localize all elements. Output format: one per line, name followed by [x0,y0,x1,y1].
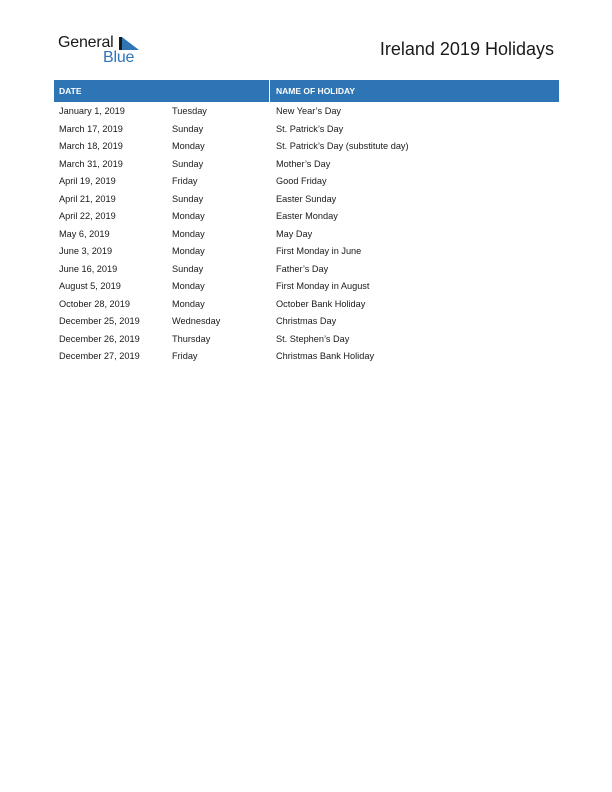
logo-word-general: General [58,34,114,51]
holiday-date: March 31, 2019 [59,158,123,169]
holiday-weekday: Monday [172,211,205,221]
table-row [54,313,559,331]
page-title: Ireland 2019 Holidays [379,39,554,59]
column-header-date: DATE [59,86,82,96]
table-row [54,121,559,139]
holiday-date: December 25, 2019 [59,316,140,326]
holiday-weekday: Sunday [172,123,204,134]
holiday-name: First Monday in June [276,246,362,256]
holiday-name: Easter Monday [276,211,338,221]
holiday-weekday: Tuesday [172,106,207,116]
holiday-weekday: Wednesday [172,316,221,326]
table-row [54,138,559,156]
holiday-date: December 26, 2019 [59,333,140,344]
holiday-name: First Monday in August [276,281,370,291]
column-header-name: NAME OF HOLIDAY [276,86,356,96]
holiday-name: Mother’s Day [276,158,331,169]
table-row [54,331,559,349]
table-row [54,208,559,226]
holiday-date: June 3, 2019 [59,246,113,256]
table-row [54,348,559,366]
holiday-name: St. Patrick’s Day [276,123,344,134]
holiday-date: June 16, 2019 [59,263,118,274]
holiday-date: August 5, 2019 [59,281,121,291]
holiday-name: Good Friday [276,176,327,186]
holiday-date: March 18, 2019 [59,141,123,151]
table-row [54,173,559,191]
holiday-weekday: Friday [172,176,198,186]
holiday-name: St. Patrick’s Day (substitute day) [276,141,409,151]
table-row [54,191,559,209]
holiday-date: December 27, 2019 [59,351,140,361]
holiday-date: October 28, 2019 [59,298,130,309]
holiday-weekday: Monday [172,228,205,239]
holiday-weekday: Monday [172,141,205,151]
holiday-name: Easter Sunday [276,193,337,204]
holiday-date: April 21, 2019 [59,193,116,204]
table-body [54,102,559,366]
table-row [54,226,559,244]
table-row [54,261,559,279]
holiday-date: April 19, 2019 [59,176,116,186]
holiday-table [54,80,559,366]
holiday-name: October Bank Holiday [276,298,366,309]
holiday-weekday: Monday [172,281,205,291]
holiday-name: New Year’s Day [276,106,342,116]
holiday-weekday: Thursday [172,333,211,344]
table-row [54,278,559,296]
holiday-weekday: Sunday [172,193,204,204]
holiday-name: May Day [276,228,313,239]
logo-word-blue: Blue [103,49,135,66]
holiday-date: January 1, 2019 [59,106,125,116]
table-row [54,243,559,261]
holiday-name: Christmas Day [276,316,337,326]
holiday-name: Father’s Day [276,263,329,274]
table-row [54,103,559,121]
holiday-weekday: Monday [172,246,205,256]
holiday-date: May 6, 2019 [59,228,110,239]
holiday-weekday: Monday [172,298,205,309]
table-header [54,80,559,102]
holiday-name: Christmas Bank Holiday [276,351,375,361]
holiday-name: St. Stephen’s Day [276,333,350,344]
generalblue-logo [58,34,148,68]
holiday-date: April 22, 2019 [59,211,116,221]
holiday-date: March 17, 2019 [59,123,123,134]
holiday-weekday: Sunday [172,263,204,274]
table-row [54,296,559,314]
holiday-weekday: Sunday [172,158,204,169]
table-row [54,156,559,174]
holiday-weekday: Friday [172,351,198,361]
